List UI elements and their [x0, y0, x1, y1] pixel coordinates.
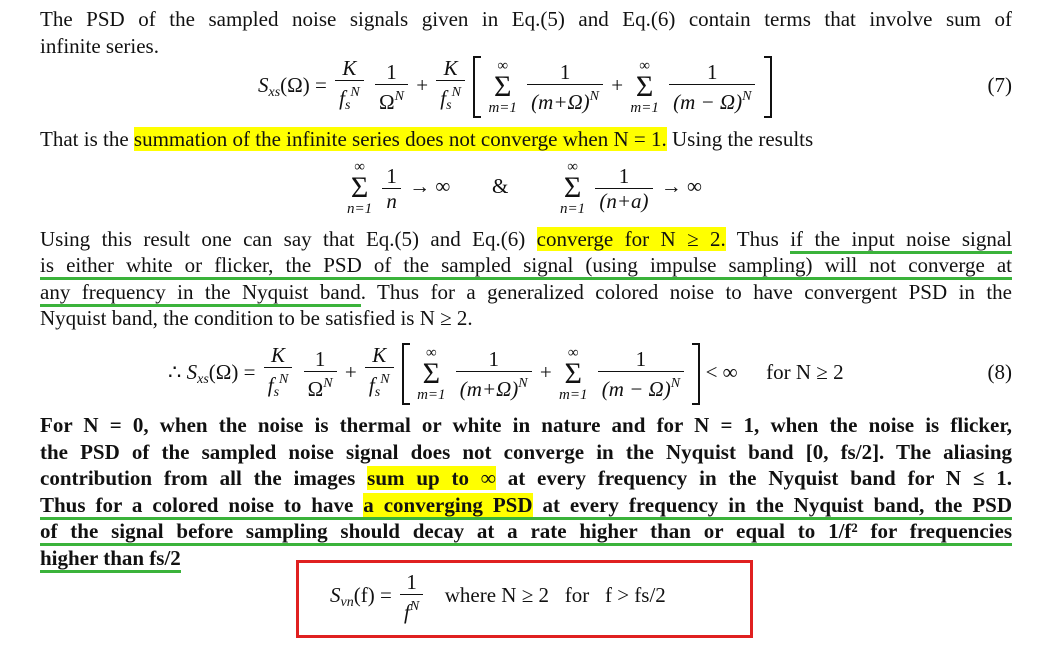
- equation-7: [258, 56, 772, 118]
- eq7-frac-b-den: $\Omega^N$: [379, 89, 404, 114]
- eq7-lhs-sub: xs: [268, 84, 281, 100]
- eq8-frac-a-num: K: [264, 343, 293, 368]
- para4-line5: [40, 518, 1012, 544]
- para4-l3-post: at every frequency in the Nyquist band for N ≤ 1.: [495, 466, 1012, 490]
- boxeq-frac: [400, 570, 423, 624]
- eq7-frac-e-den: $(m - \Omega)^N$: [673, 89, 752, 114]
- eq8-less-than-infinity: < ∞: [705, 359, 738, 384]
- eq7-frac-a: [335, 56, 364, 118]
- eq7-frac-a-num: K: [335, 56, 364, 81]
- para4-line4: [40, 492, 1012, 518]
- eq7-frac-d-den: $(m+\Omega)^N$: [531, 89, 600, 114]
- para1-line1: [40, 6, 1012, 32]
- para3-l1-highlight: converge for N ≥ 2.: [536, 227, 726, 251]
- eq8-lhs-sub: xs: [197, 371, 209, 387]
- eq8-frac-d-den: $(m+\Omega)^N$: [459, 376, 528, 401]
- para3-l2-underline: is either white or flicker, the PSD of the sampled signal (using impulse sampling) will not converge at: [40, 253, 1012, 280]
- eq8-left-bracket: [402, 343, 410, 405]
- eq8-frac-c: [365, 343, 394, 405]
- eq7-frac-e: [669, 60, 755, 114]
- eq8-lhs: S: [186, 359, 198, 384]
- para4-l4-post: at every frequency in the Nyquist band, the PSD: [532, 493, 1012, 517]
- eq8-lhs-arg: (Ω) =: [208, 359, 256, 384]
- eq7-frac-b-num: 1: [375, 60, 408, 85]
- eq8-frac-a: [264, 343, 293, 405]
- limit1-frac-den: n: [386, 188, 397, 213]
- eq7-frac-c-den: $f_s^N$: [440, 85, 461, 113]
- eq8-therefore: ∴: [168, 359, 182, 384]
- boxeq-lhs-arg: (f) =: [353, 582, 392, 607]
- eq7-frac-c-num: K: [436, 56, 465, 81]
- para4-l3-highlight: sum up to ∞: [367, 466, 496, 490]
- limit2-frac-den: (n+a): [599, 188, 649, 213]
- eq8-frac-d: [456, 347, 532, 401]
- eq7-sum-2: ∞ Σ m=1: [630, 58, 659, 116]
- eq7-frac-d: [527, 60, 603, 114]
- limit2-frac: [595, 164, 652, 213]
- limit-series-2: [558, 160, 702, 216]
- para4-line3: [40, 465, 1012, 491]
- eq8-number: (8): [987, 360, 1012, 384]
- eq7-frac-c: [436, 56, 465, 118]
- para2-highlight: summation of the infinite series does not converge when N = 1.: [133, 127, 667, 151]
- para4-l2-text: the PSD of the sampled noise signal does not converge in the Nyquist band [0, fs/2]. The aliasing: [40, 440, 1012, 464]
- eq8-frac-e-num: 1: [598, 347, 684, 372]
- para4-line2: [40, 439, 1012, 465]
- para1-line1-text: The PSD of the sampled noise signals given in Eq.(5) and Eq.(6) contain terms that involve sum of: [40, 7, 1012, 31]
- para3-l3-underline: any frequency in the Nyquist band: [40, 280, 361, 307]
- para4-line1: [40, 412, 1012, 438]
- eq8-sum-2: ∞ Σ m=1: [558, 345, 588, 403]
- eq8-frac-b-num: 1: [304, 347, 337, 372]
- eq7-frac-b: [375, 60, 408, 114]
- limit1-arrow: → ∞: [409, 173, 451, 198]
- boxed-equation: [330, 570, 666, 624]
- eq7-left-bracket: [473, 56, 481, 118]
- eq7-right-bracket: [764, 56, 772, 118]
- eq7-plus-2: +: [611, 72, 624, 97]
- eq8-sum-1: ∞ Σ m=1: [417, 345, 446, 403]
- para1-line2: infinite series.: [40, 34, 159, 58]
- eq7-lhs-arg: (Ω) =: [280, 72, 327, 97]
- para4-l4-pre: Thus for a colored noise to have: [40, 493, 364, 517]
- para3-l1-pre: Using this result one can say that Eq.(5) and Eq.(6): [40, 227, 537, 251]
- para3-line1: [40, 226, 1012, 252]
- para4-l3-pre: contribution from all the images: [40, 466, 368, 490]
- para3-l1-mid: Thus: [725, 227, 791, 251]
- eq8-frac-e-den: $(m - \Omega)^N$: [601, 376, 681, 401]
- eq8-frac-e: [598, 347, 684, 401]
- eq7-sum-1: ∞ Σ m=1: [488, 58, 517, 116]
- para4-l6-underline: higher than fs/2: [40, 546, 181, 573]
- eq7-lhs: S: [258, 72, 269, 97]
- eq8-condition: for N ≥ 2: [766, 359, 844, 384]
- para3-line4: Nyquist band, the condition to be satisfied is N ≥ 2.: [40, 306, 473, 330]
- para4-l4-underline-wrap: [40, 493, 1012, 520]
- limit-series-1: [345, 160, 450, 216]
- eq7-plus-1: +: [416, 72, 429, 97]
- eq7-frac-a-den: $f_s^N$: [339, 85, 360, 113]
- boxeq-lhs-sub: vn: [340, 594, 354, 610]
- para4-l4-highlight: a converging PSD: [363, 493, 533, 517]
- eq7-frac-e-num: 1: [669, 60, 755, 85]
- para3-line3: [40, 279, 1012, 305]
- para4-l5-underline: of the signal before sampling should decay at a rate higher than or equal to 1/f² for frequencies: [40, 519, 1012, 546]
- eq7-number: (7): [987, 73, 1012, 97]
- para3-l1-underline: if the input noise signal: [790, 227, 1012, 254]
- boxeq-frac-num: 1: [400, 570, 423, 595]
- eq8-frac-b-den: $\Omega^N$: [307, 376, 333, 401]
- boxeq-condition: where N ≥ 2 for f > fs/2: [444, 582, 666, 607]
- para3-l3-post: . Thus for a generalized colored noise to have convergent PSD in the: [360, 280, 1012, 304]
- para2: [40, 126, 1012, 152]
- eq8-frac-b: [304, 347, 337, 401]
- limit2-arrow: → ∞: [660, 173, 703, 198]
- para2-pre: That is the: [40, 127, 134, 151]
- eq8-frac-c-den: $f_s^N$: [368, 372, 390, 400]
- para2-post: Using the results: [666, 127, 814, 151]
- limit1-sum: ∞ Σ n=1: [347, 159, 373, 217]
- eq8-right-bracket: [692, 343, 700, 405]
- limit2-sum: ∞ Σ n=1: [560, 159, 586, 217]
- limit2-frac-num: 1: [595, 164, 652, 189]
- equation-8: [168, 343, 844, 405]
- eq8-plus-1: +: [344, 359, 357, 384]
- eq8-frac-d-num: 1: [456, 347, 532, 372]
- boxeq-frac-den: $f^N$: [404, 599, 420, 624]
- eq7-frac-d-num: 1: [527, 60, 603, 85]
- limit1-frac-num: 1: [382, 164, 401, 189]
- eq8-frac-a-den: $f_s^N$: [267, 372, 289, 400]
- para3-line2: [40, 252, 1012, 278]
- para4-l1-text: For N = 0, when the noise is thermal or white in nature and for N = 1, when the noise is flicker,: [40, 413, 1012, 437]
- limit1-frac: [382, 164, 401, 213]
- eq8-frac-c-num: K: [365, 343, 394, 368]
- ampersand: &: [492, 174, 509, 198]
- eq8-plus-2: +: [539, 359, 552, 384]
- boxeq-lhs: S: [330, 582, 341, 607]
